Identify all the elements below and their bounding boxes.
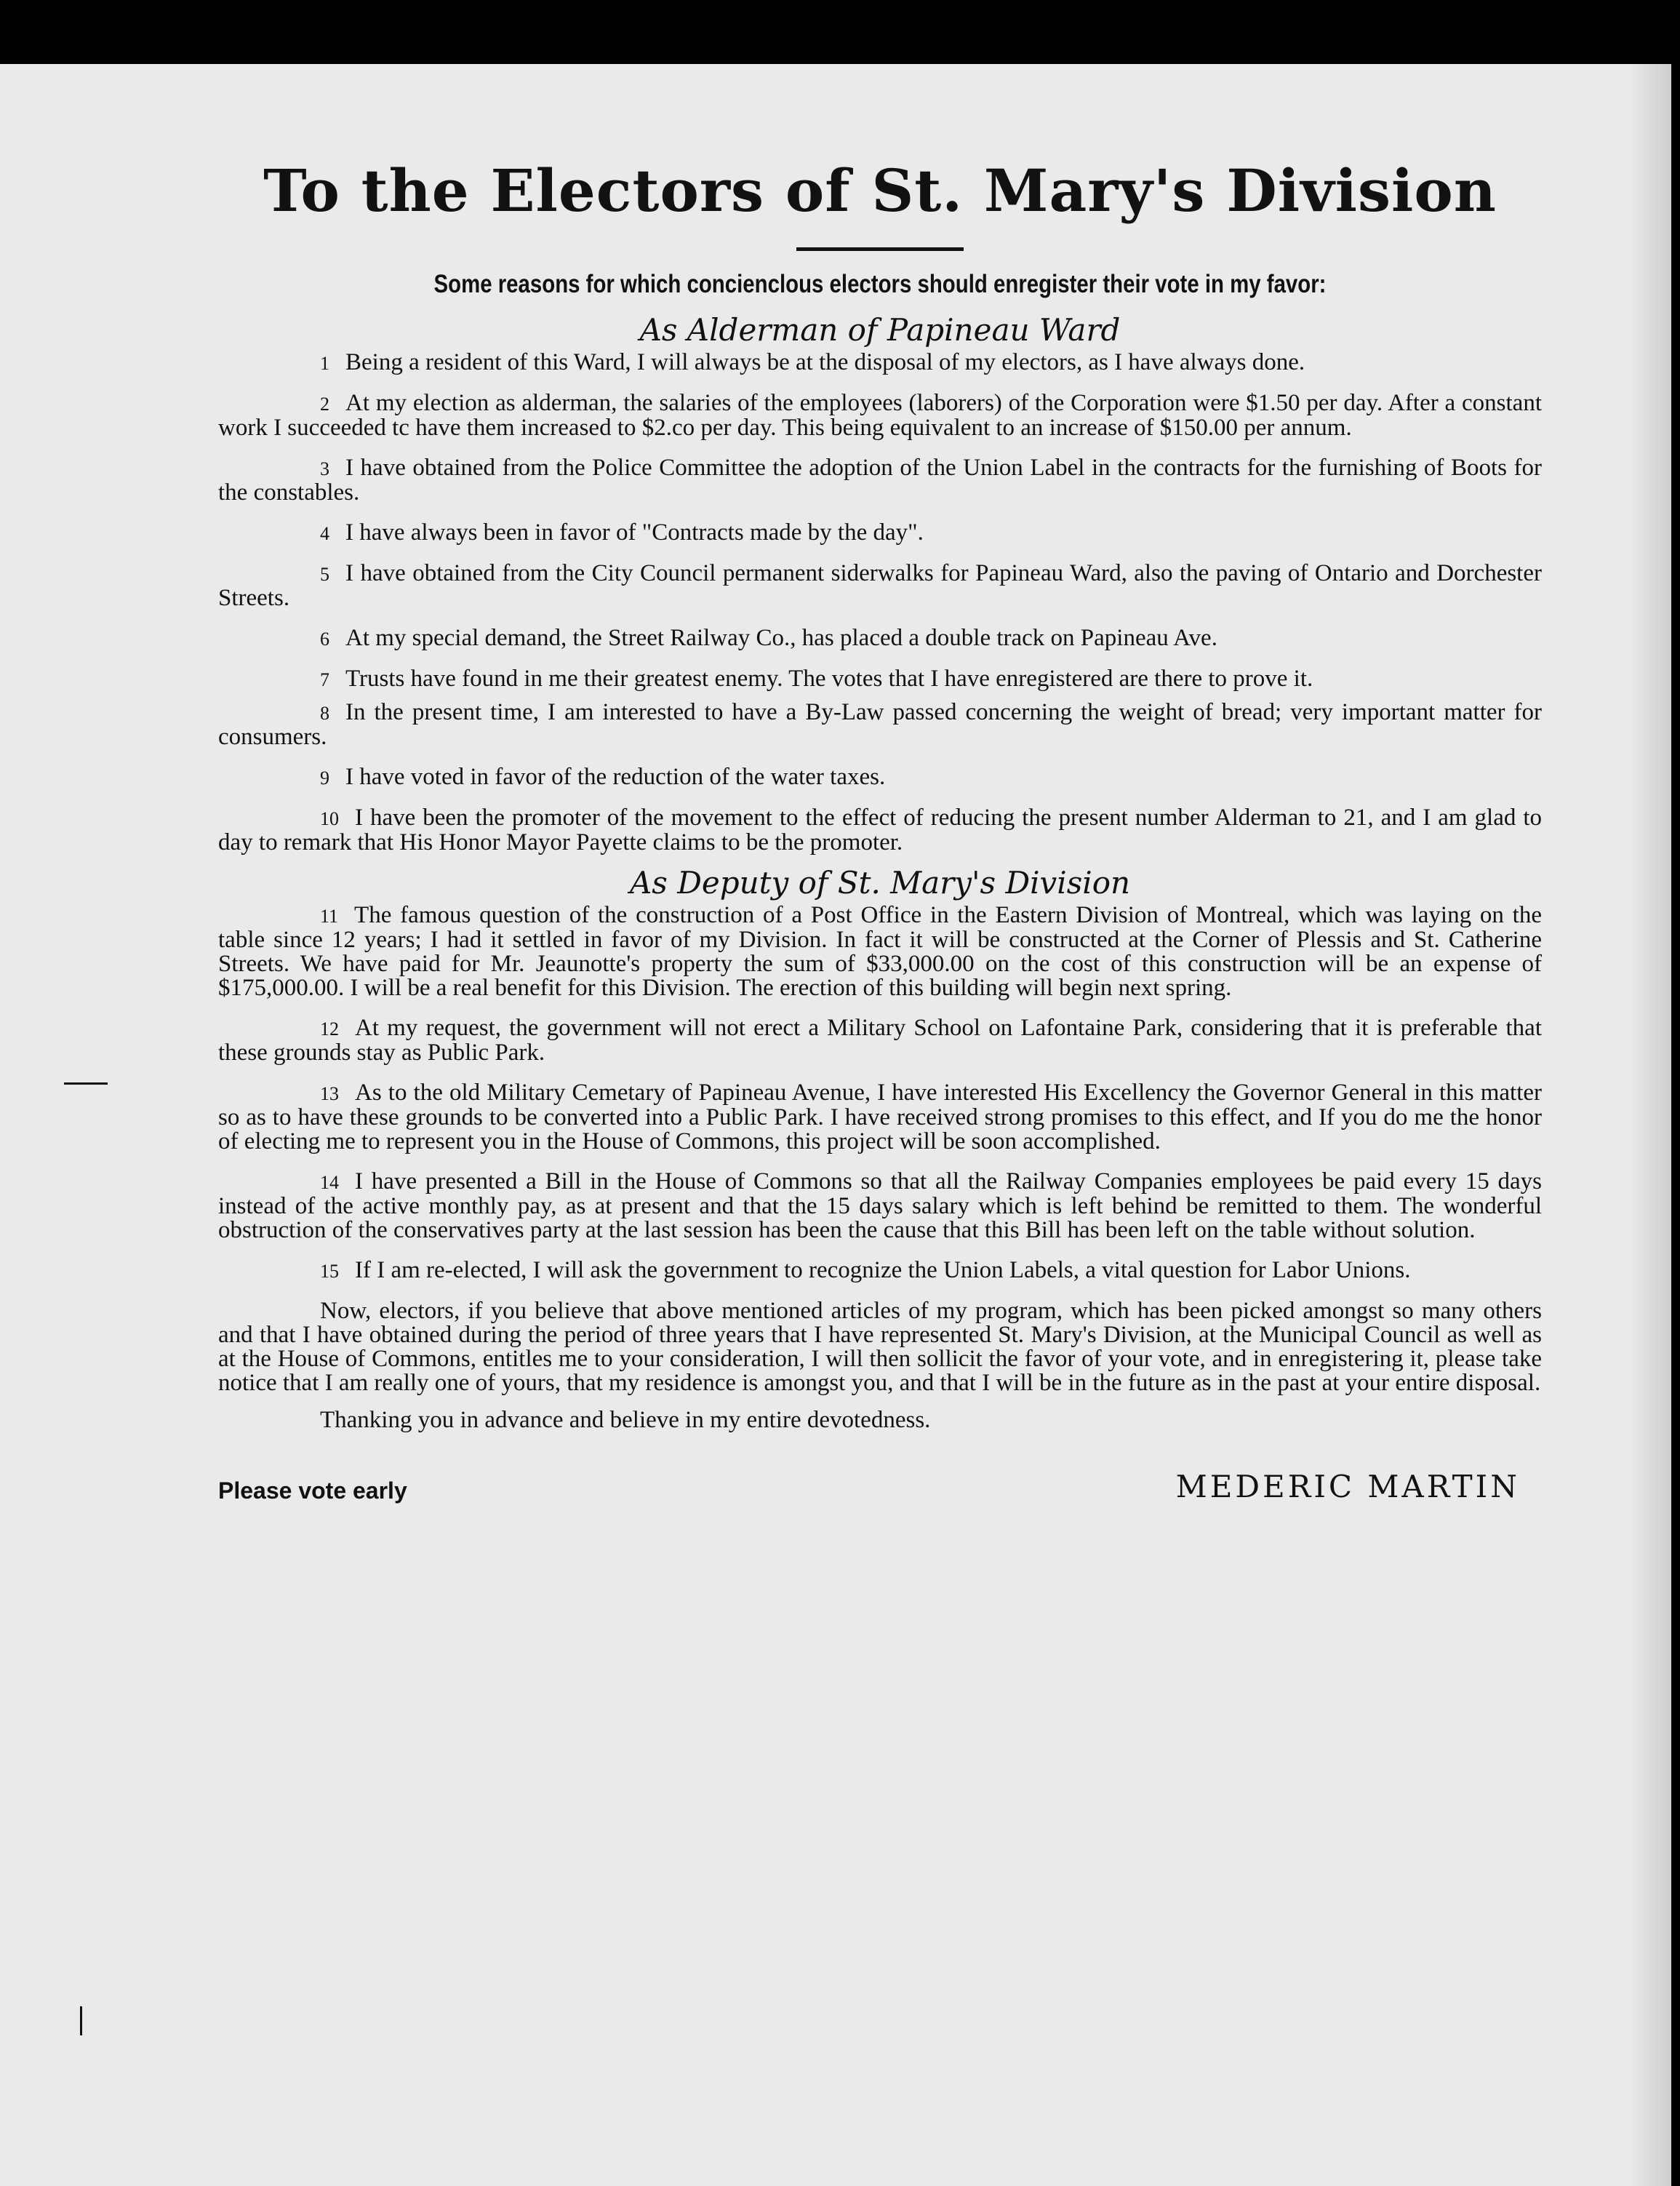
document-body: [218, 156, 1542, 1504]
signature: MEDERIC MARTIN: [1175, 1469, 1520, 1504]
item-number: 15: [320, 1261, 339, 1282]
item-number: 9: [320, 767, 329, 789]
list-item: [218, 1016, 1542, 1065]
list-item: [218, 391, 1542, 440]
list-item: [218, 1170, 1542, 1242]
item-text: At my request, the government will not erect a Military School on Lafontaine Park, considering that it is preferable that these grounds stay as Public Park.: [218, 1015, 1542, 1066]
list-item: [218, 667, 1542, 692]
item-text: I have been the promoter of the movement to the effect of reducing the present number Alderman to 21, and I am glad to day to remark that His Honor Mayor Payette claims to be the promoter.: [218, 805, 1542, 855]
vote-early-note: Please vote early: [218, 1477, 407, 1504]
item-number: 8: [320, 703, 329, 724]
item-number: 13: [320, 1083, 339, 1104]
item-number: 1: [320, 353, 329, 374]
margin-mark: [80, 2006, 82, 2035]
margin-mark: [64, 1082, 108, 1085]
item-text: At my election as alderman, the salaries of the employees (laborers) of the Corporation were $1.50 per day. After a constant work I succeeded tc have them increased to $2.co per day. This being equivalent to an increase of $150.00 per annum.: [218, 390, 1542, 441]
item-text: If I am re-elected, I will ask the government to recognize the Union Labels, a vital question for Labor Unions.: [355, 1257, 1411, 1283]
list-item: [218, 765, 1542, 790]
page-edge-shadow: [1628, 64, 1671, 2186]
item-text: I have always been in favor of "Contracts made by the day".: [345, 519, 924, 546]
item-text: In the present time, I am interested to have a By-Law passed concerning the weight of bread; very important matter for consumers.: [218, 699, 1542, 750]
list-item: [218, 1081, 1542, 1154]
closing-paragraph: Now, electors, if you believe that above mentioned articles of my program, which has been picked amongst so many others and that I have obtained during the period of three years that I have represented St. Mary's Division, at the Municipal Council as well as at the House of Commons, entitles me to your consideration, I will then sollicit the favor of your vote, and in enregistering it, please take notice that I am really one of yours, that my residence is amongst you, and that I will be in the future as in the past at your entire disposal.: [218, 1298, 1542, 1396]
item-text: The famous question of the construction of a Post Office in the Eastern Division of Montreal, which was laying on the table since 12 years; I had it settled in favor of my Division. In fact it will be constructed at the Corner of Plessis and St. Catherine Streets. We have paid for Mr. Jeaunotte's property the sum of $33,000.00 on the cost of this construction will be an expense of $175,000.00. I will be a real benefit for this Division. The erection of this building will begin next spring.: [218, 902, 1542, 1001]
list-item: [218, 456, 1542, 505]
list-item: [218, 806, 1542, 855]
item-number: 4: [320, 523, 329, 544]
list-item: [218, 562, 1542, 610]
item-number: 3: [320, 458, 329, 479]
title-rule: [796, 247, 964, 251]
list-item: [218, 626, 1542, 651]
list-item: [218, 701, 1542, 749]
item-text: As to the old Military Cemetary of Papineau Avenue, I have interested His Excellency the Governor General in this matter so as to have these grounds to be converted into a Public Park. I have received strong promises to this effect, and If you do me the honor of electing me to represent you in the House of Commons, this project will be soon accomplished.: [218, 1080, 1542, 1154]
thanks-line: Thanking you in advance and believe in my entire devotedness.: [320, 1407, 931, 1433]
page-title: To the Electors of St. Mary's Division: [263, 156, 1497, 225]
list-item: [218, 903, 1542, 1000]
section-heading-alderman: As Alderman of Papineau Ward: [639, 312, 1121, 348]
item-number: 7: [320, 669, 329, 690]
item-number: 5: [320, 564, 329, 585]
list-item: [218, 521, 1542, 546]
list-item: [218, 1258, 1542, 1283]
subtitle: Some reasons for which concienclous electors should enregister their vote in my favor:: [433, 270, 1327, 298]
item-text: Being a resident of this Ward, I will always be at the disposal of my electors, as I have always done.: [345, 349, 1305, 375]
item-text: I have presented a Bill in the House of Commons so that all the Railway Companies employees be paid every 15 days instead of the active monthly pay, as at present and that the 15 days salary which is left behind be remitted to them. The wonderful obstruction of the conservatives party at the last session has been the cause that this Bill has been left on the table without solution.: [218, 1168, 1542, 1243]
footer: [218, 1448, 1542, 1504]
item-number: 2: [320, 394, 329, 415]
item-text: Trusts have found in me their greatest enemy. The votes that I have enregistered are there to prove it.: [345, 666, 1313, 692]
item-number: 14: [320, 1172, 339, 1193]
item-number: 10: [320, 808, 339, 829]
section-heading-deputy: As Deputy of St. Mary's Division: [629, 865, 1131, 901]
item-text: I have obtained from the City Council permanent siderwalks for Papineau Ward, also the paving of Ontario and Dorchester Streets.: [218, 560, 1542, 611]
item-text: At my special demand, the Street Railway Co., has placed a double track on Papineau Ave.: [345, 625, 1217, 651]
list-item: [218, 351, 1542, 375]
item-number: 6: [320, 629, 329, 650]
item-text: I have obtained from the Police Committee the adoption of the Union Label in the contracts for the furnishing of Boots for the constables.: [218, 455, 1542, 506]
item-number: 11: [320, 906, 339, 927]
item-text: I have voted in favor of the reduction of the water taxes.: [345, 764, 886, 790]
item-number: 12: [320, 1018, 339, 1040]
document-sheet: [0, 64, 1671, 2186]
